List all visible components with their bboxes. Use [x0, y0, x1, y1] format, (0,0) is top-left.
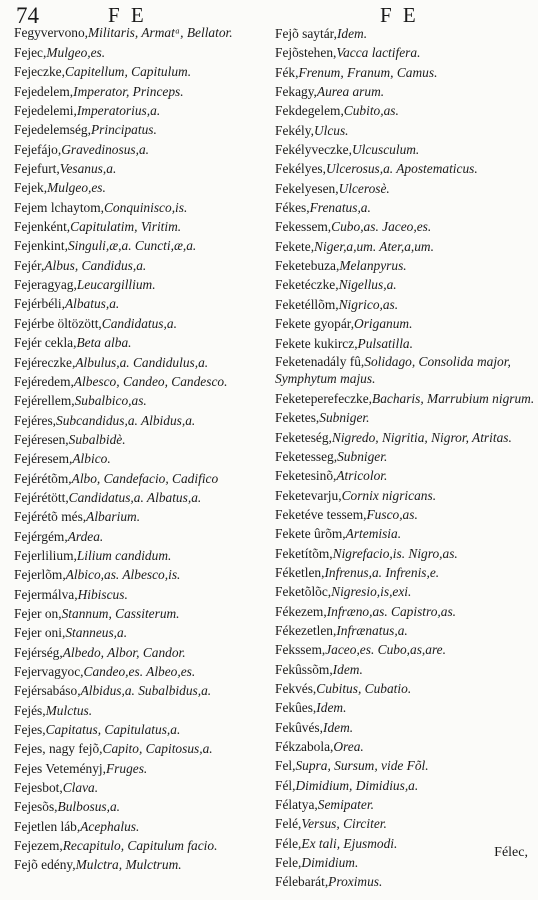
- entry-headword: Fekete gyopár,: [275, 316, 355, 332]
- entry-headword: Fejefájo,: [14, 141, 62, 157]
- entry-latin-gloss: Artemisia.: [345, 526, 402, 542]
- entry-headword: Fekély,: [275, 122, 314, 138]
- dictionary-entry: [14, 739, 266, 758]
- dictionary-entry: [14, 701, 266, 720]
- dictionary-entry: [14, 333, 266, 352]
- dictionary-entry: [14, 643, 266, 662]
- entry-latin-gloss: Cubo,as. Jaceo,es.: [331, 219, 432, 235]
- entry-headword: Fékes,: [275, 200, 310, 216]
- dictionary-entry: [275, 660, 537, 679]
- entry-latin-gloss: Vacca lactifera.: [336, 45, 421, 61]
- entry-headword: Fel,: [275, 758, 296, 774]
- entry-latin-gloss: Stannum, Cassiterum.: [61, 605, 180, 621]
- dictionary-entry: [14, 411, 266, 430]
- entry-latin-gloss: Nigresio,is,exi.: [331, 584, 412, 600]
- entry-latin-gloss: Albus, Candidus,a.: [44, 257, 147, 273]
- page-number: 74: [16, 3, 39, 28]
- dictionary-entry: [14, 82, 266, 101]
- dictionary-entry: [275, 159, 537, 178]
- entry-headword: Fejõ edény,: [14, 857, 76, 873]
- dictionary-entry: [275, 275, 537, 294]
- dictionary-entry: [275, 814, 537, 833]
- entry-latin-gloss: Aurea arum.: [316, 84, 385, 100]
- dictionary-entry: [275, 756, 537, 775]
- entry-latin-gloss: Semipater.: [317, 797, 374, 813]
- entry-headword: Fejéresen,: [14, 431, 69, 447]
- dictionary-entry: [14, 488, 266, 507]
- entry-headword: Fekdegelem,: [275, 103, 344, 119]
- entry-headword: Félebarát,: [275, 874, 329, 890]
- entry-headword: Fejeczke,: [14, 64, 65, 80]
- entry-latin-gloss: Ulcusculum.: [351, 142, 420, 158]
- entry-headword: Feketebuza,: [275, 258, 340, 274]
- dictionary-entry: [14, 507, 266, 526]
- entry-latin-gloss: Versus, Circiter.: [301, 816, 387, 832]
- entry-headword: Feketesinõ,: [275, 468, 337, 484]
- dictionary-entry: [14, 449, 266, 468]
- entry-headword: Feketevarju,: [275, 487, 342, 503]
- dictionary-entry: [14, 353, 266, 372]
- entry-headword: Fele,: [275, 855, 302, 871]
- dictionary-entry: [275, 140, 537, 159]
- dictionary-entry: [275, 718, 537, 737]
- entry-latin-gloss: Atricolor.: [336, 468, 388, 484]
- entry-latin-gloss: Jaceo,es. Cubo,as,are.: [325, 642, 446, 658]
- entry-headword: Fejedelemi,: [14, 103, 77, 119]
- entry-headword: Fejedelem,: [14, 83, 74, 99]
- entry-headword: Fejérétõ més,: [14, 509, 87, 525]
- dictionary-entry: [275, 353, 537, 389]
- dictionary-entry: [275, 63, 537, 82]
- dictionary-entry: [14, 275, 266, 294]
- entry-latin-gloss: Subalbico,as.: [74, 393, 147, 409]
- entry-headword: Fejérbéli,: [14, 296, 65, 312]
- entry-headword: Fekûssõm,: [275, 661, 333, 677]
- dictionary-entry: [14, 178, 266, 197]
- entry-latin-gloss: Lilium candidum.: [76, 547, 172, 563]
- dictionary-entry: [275, 334, 537, 353]
- entry-headword: Fejér cekla,: [14, 335, 77, 351]
- entry-headword: Fekélyes,: [275, 161, 326, 177]
- dictionary-entry: [14, 140, 266, 159]
- entry-latin-gloss: Leucargillium.: [76, 277, 156, 293]
- entry-latin-gloss: Infrænatus,a.: [336, 622, 408, 638]
- dictionary-entry: [275, 563, 537, 582]
- entry-headword: Fejérétõm,: [14, 470, 72, 486]
- entry-latin-gloss: Capitellum, Capitulum.: [64, 64, 192, 80]
- left-column: [14, 24, 266, 875]
- entry-latin-gloss: Bulbosus,a.: [57, 799, 121, 815]
- entry-headword: Feketéllõm,: [275, 296, 339, 312]
- entry-headword: Fejés,: [14, 702, 46, 718]
- entry-headword: Feketéczke,: [275, 277, 339, 293]
- running-head-right: F E: [380, 3, 419, 27]
- entry-latin-gloss: Fruges.: [105, 760, 148, 776]
- entry-headword: Feketesseg,: [275, 448, 338, 464]
- entry-headword: Fékezem,: [275, 603, 327, 619]
- entry-headword: Feketenadály fû,: [275, 353, 365, 369]
- entry-latin-gloss: Cubito,as.: [343, 103, 399, 119]
- dictionary-entry: [275, 602, 537, 621]
- entry-latin-gloss: Albatus,a.: [64, 296, 120, 312]
- entry-headword: Fekûes,: [275, 700, 317, 716]
- entry-headword: Fejéreczke,: [14, 354, 76, 370]
- dictionary-entry: [14, 24, 266, 43]
- entry-latin-gloss: Candidatus,a.: [101, 315, 177, 331]
- entry-headword: Fél,: [275, 777, 296, 793]
- dictionary-entry: [275, 24, 537, 43]
- entry-latin-gloss: Mulgeo,es.: [47, 180, 106, 196]
- entry-latin-gloss: Imperatorius,a.: [76, 103, 161, 119]
- dictionary-entry: [275, 505, 537, 524]
- dictionary-entry: [14, 372, 266, 391]
- entry-latin-gloss: Hibiscus.: [77, 586, 128, 602]
- entry-headword: Fejõ saytár,: [275, 26, 337, 41]
- dictionary-entry: [14, 120, 266, 139]
- entry-latin-gloss: Nigrico,as.: [338, 296, 399, 312]
- entry-headword: Fejeragyag,: [14, 277, 77, 293]
- entry-latin-gloss: Subniger.: [337, 448, 388, 464]
- entry-headword: Fék,: [275, 64, 299, 80]
- entry-headword: Fejõstehen,: [275, 45, 337, 61]
- dictionary-entry: [275, 237, 537, 256]
- entry-latin-gloss: Capitatus, Capitulatus,a.: [45, 722, 181, 738]
- entry-headword: Feketõlõc,: [275, 584, 332, 600]
- entry-latin-gloss: Albulus,a. Candidulus,a.: [75, 354, 209, 370]
- entry-headword: Fejenként,: [14, 219, 71, 235]
- dictionary-entry: [275, 486, 537, 505]
- entry-latin-gloss: Ulcus.: [313, 122, 349, 138]
- entry-headword: Fejéres,: [14, 412, 57, 428]
- dictionary-entry: [14, 681, 266, 700]
- entry-latin-gloss: Nigellus,a.: [338, 277, 397, 293]
- entry-headword: Feketes,: [275, 410, 320, 426]
- entry-latin-gloss: Fusco,as.: [366, 506, 418, 522]
- entry-latin-gloss: Stanneus,a.: [65, 625, 128, 641]
- entry-latin-gloss: Albo, Candefacio, Cadifico: [71, 470, 219, 486]
- dictionary-entry: [14, 797, 266, 816]
- entry-headword: Fekessem,: [275, 219, 332, 235]
- dictionary-entry: [14, 469, 266, 488]
- dictionary-entry: [14, 294, 266, 313]
- dictionary-entry: [275, 101, 537, 120]
- entry-headword: Fejenkint,: [14, 238, 68, 254]
- entry-headword: Fejérbe öltözött,: [14, 315, 102, 331]
- dictionary-entry: [14, 623, 266, 642]
- entry-headword: Fékezetlen,: [275, 622, 337, 638]
- dictionary-entry: [275, 872, 537, 891]
- dictionary-entry: [14, 778, 266, 797]
- entry-headword: Fejek,: [14, 180, 48, 196]
- right-column: [275, 24, 537, 892]
- dictionary-entry: [14, 256, 266, 275]
- entry-latin-gloss: Ulcerosè.: [338, 180, 390, 196]
- entry-headword: Feketeség,: [275, 429, 332, 445]
- dictionary-entry: [275, 795, 537, 814]
- entry-headword: Fekete kukircz,: [275, 335, 358, 351]
- entry-latin-gloss: Niger,a,um. Ater,a,um.: [314, 238, 434, 254]
- dictionary-entry: [275, 640, 537, 659]
- entry-latin-gloss: Albarium.: [86, 509, 141, 525]
- entry-latin-gloss: Subniger.: [319, 410, 370, 426]
- entry-latin-gloss: Ulcerosus,a. Apostematicus.: [325, 161, 478, 177]
- dictionary-entry: [14, 217, 266, 236]
- dictionary-entry: [275, 256, 537, 275]
- entry-latin-gloss: Nigredo, Nigritia, Nigror, Atritas.: [331, 429, 512, 445]
- entry-headword: Fejérétött,: [14, 489, 69, 505]
- dictionary-entry: [14, 585, 266, 604]
- entry-headword: Fejérgém,: [14, 528, 68, 544]
- entry-latin-gloss: Ex tali, Ejusmodi.: [301, 835, 398, 851]
- entry-latin-gloss: Gravedinosus,a.: [61, 141, 150, 157]
- entry-latin-gloss: Albico.: [72, 451, 111, 467]
- dictionary-entry: [14, 391, 266, 410]
- entry-latin-gloss: Mulctus.: [45, 702, 93, 718]
- dictionary-entry: [14, 159, 266, 178]
- dictionary-entry: [275, 776, 537, 795]
- entry-latin-gloss: Beta alba.: [76, 335, 132, 351]
- dictionary-entry: [275, 524, 537, 543]
- entry-latin-gloss: Cornix nigricans.: [341, 487, 437, 503]
- entry-latin-gloss: Mulctra, Mulctrum.: [75, 857, 182, 873]
- entry-latin-gloss: Origanum.: [354, 316, 413, 332]
- dictionary-entry: [275, 447, 537, 466]
- dictionary-entry: [14, 527, 266, 546]
- entry-latin-gloss: Acephalus.: [80, 818, 140, 834]
- entry-headword: Fejerlilium,: [14, 547, 77, 563]
- entry-headword: Fejéresem,: [14, 451, 73, 467]
- entry-headword: Fejérsabáso,: [14, 683, 81, 699]
- dictionary-entry: [275, 698, 537, 717]
- entry-latin-gloss: Conquinisco,is.: [104, 199, 188, 215]
- entry-headword: Fekelyesen,: [275, 180, 339, 196]
- entry-headword: Félatya,: [275, 797, 318, 813]
- dictionary-entry: [275, 121, 537, 140]
- dictionary-entry: [275, 43, 537, 62]
- entry-headword: Fejer on,: [14, 605, 62, 621]
- entry-headword: Fejér,: [14, 257, 45, 273]
- dictionary-entry: [14, 836, 266, 855]
- entry-headword: Fejefurt,: [14, 161, 60, 177]
- entry-latin-gloss: Dimidium.: [301, 855, 359, 871]
- entry-latin-gloss: Mulgeo,es.: [46, 45, 106, 60]
- entry-latin-gloss: Melanpyrus.: [339, 258, 407, 274]
- running-head-left: F E: [108, 3, 147, 27]
- entry-latin-gloss: Albedo, Albor, Candor.: [62, 644, 186, 660]
- entry-headword: Fekete,: [275, 238, 315, 254]
- dictionary-entry: [14, 546, 266, 565]
- dictionary-entry: [14, 759, 266, 778]
- entry-headword: Fejesbot,: [14, 780, 63, 796]
- dictionary-entry: [14, 314, 266, 333]
- dictionary-entry: [275, 179, 537, 198]
- entry-latin-gloss: Capito, Capitosus,a.: [102, 741, 213, 757]
- entry-headword: Fekélyveczke,: [275, 142, 352, 158]
- entry-latin-gloss: Subalbidè.: [68, 431, 126, 447]
- entry-latin-gloss: Vesanus,a.: [59, 161, 117, 177]
- entry-headword: Fejesõs,: [14, 799, 58, 815]
- entry-latin-gloss: Cubitus, Cubatio.: [316, 681, 412, 696]
- entry-headword: Fejec,: [14, 45, 47, 60]
- dictionary-entry: [14, 662, 266, 681]
- dictionary-entry: [275, 428, 537, 447]
- entry-headword: Fekûvés,: [275, 719, 323, 735]
- entry-headword: Fejérség,: [14, 644, 63, 660]
- entry-headword: Fejes, nagy fejõ,: [14, 741, 103, 757]
- dictionary-entry: [275, 582, 537, 601]
- entry-headword: Fejerlõm,: [14, 567, 66, 583]
- dictionary-entry: [14, 720, 266, 739]
- entry-headword: Fejedelemség,: [14, 122, 91, 138]
- entry-latin-gloss: Proximus.: [328, 874, 383, 890]
- dictionary-entry: [275, 82, 537, 101]
- entry-latin-gloss: Recapitulo, Capitulum facio.: [62, 838, 218, 854]
- entry-latin-gloss: Supra, Sursum, vide Fõl.: [295, 758, 429, 774]
- entry-headword: Féketlen,: [275, 564, 325, 580]
- entry-headword: Fejetlen láb,: [14, 818, 81, 834]
- entry-headword: Fekete ûrõm,: [275, 526, 346, 542]
- dictionary-entry: [275, 737, 537, 756]
- entry-latin-gloss: Subcandidus,a. Albidus,a.: [56, 412, 196, 428]
- entry-latin-gloss: Nigrefacio,is. Nigro,as.: [332, 545, 458, 561]
- entry-latin-gloss: Orea.: [333, 739, 364, 755]
- entry-headword: Fejem lchaytom,: [14, 199, 104, 215]
- entry-latin-gloss: Infrenus,a. Infrenis,e.: [324, 564, 440, 580]
- dictionary-entry: [275, 466, 537, 485]
- dictionary-entry: [14, 855, 266, 874]
- entry-latin-gloss: Idem.: [316, 700, 347, 716]
- entry-latin-gloss: Idem.: [322, 719, 354, 735]
- entry-latin-gloss: Frenatus,a.: [309, 200, 371, 216]
- dictionary-entry: [14, 62, 266, 81]
- entry-latin-gloss: Solidago, Consolida major, Symphytum majus.: [275, 353, 511, 386]
- dictionary-entry: [14, 604, 266, 623]
- entry-latin-gloss: Idem.: [332, 661, 363, 677]
- dictionary-entry: [275, 198, 537, 217]
- entry-headword: Feketítõm,: [275, 545, 333, 561]
- entry-headword: Féle,: [275, 835, 302, 851]
- entry-headword: Fejérellem,: [14, 393, 75, 409]
- dictionary-entry: [275, 295, 537, 314]
- entry-headword: Fekssem,: [275, 642, 326, 658]
- dictionary-entry: [14, 817, 266, 836]
- entry-latin-gloss: Albidus,a. Subalbidus,a.: [80, 683, 212, 699]
- entry-latin-gloss: Albico,as. Albesco,is.: [65, 567, 181, 583]
- entry-latin-gloss: Frenum, Franum, Camus.: [298, 64, 438, 80]
- dictionary-entry: [275, 314, 537, 333]
- entry-headword: Fejervagyoc,: [14, 664, 84, 679]
- dictionary-entry: [14, 43, 266, 62]
- entry-latin-gloss: Dimidium, Dimidius,a.: [295, 777, 419, 793]
- dictionary-entry: [14, 198, 266, 217]
- dictionary-entry: [275, 544, 537, 563]
- entry-latin-gloss: Infræno,as. Capistro,as.: [326, 603, 457, 619]
- entry-latin-gloss: Pulsatilla.: [357, 335, 413, 351]
- dictionary-entry: [275, 679, 537, 698]
- entry-headword: Feketéve tessem,: [275, 506, 367, 522]
- entry-latin-gloss: Militaris, Armatᵃ, Bellator.: [88, 25, 233, 40]
- entry-latin-gloss: Candeo,es. Albeo,es.: [83, 664, 196, 679]
- entry-headword: Fejes,: [14, 722, 46, 738]
- entry-headword: Felé,: [275, 816, 302, 832]
- entry-latin-gloss: Ardea.: [67, 528, 104, 544]
- entry-latin-gloss: Clava.: [62, 780, 99, 796]
- entry-headword: Fejes Veteményj,: [14, 760, 106, 776]
- entry-latin-gloss: Imperator, Princeps.: [73, 83, 184, 99]
- dictionary-entry: [14, 565, 266, 584]
- entry-headword: Fekvés,: [275, 681, 317, 696]
- entry-latin-gloss: Candidatus,a. Albatus,a.: [68, 489, 202, 505]
- dictionary-entry: [275, 217, 537, 236]
- dictionary-entry: [275, 408, 537, 427]
- dictionary-entry: [14, 430, 266, 449]
- entry-headword: Fejezem,: [14, 838, 63, 854]
- entry-latin-gloss: Singuli,æ,a. Cuncti,æ,a.: [67, 238, 197, 254]
- entry-headword: Fejermálva,: [14, 586, 78, 602]
- entry-headword: Fegyvervono,: [14, 25, 89, 40]
- entry-latin-gloss: Bacharis, Marrubium nigrum.: [372, 390, 535, 406]
- dictionary-entry: [14, 236, 266, 255]
- entry-headword: Fejéredem,: [14, 373, 74, 389]
- dictionary-entry: [275, 389, 537, 408]
- entry-headword: Fekagy,: [275, 84, 317, 100]
- entry-headword: Fejer oni,: [14, 625, 66, 641]
- entry-latin-gloss: Principatus.: [90, 122, 157, 138]
- entry-latin-gloss: Albesco, Candeo, Candesco.: [73, 373, 228, 389]
- dictionary-entry: [275, 621, 537, 640]
- catchword: Félec,: [494, 845, 528, 860]
- dictionary-entry: [14, 101, 266, 120]
- entry-latin-gloss: Capitulatim, Viritim.: [70, 219, 182, 235]
- entry-headword: Feketeperefeczke,: [275, 390, 373, 406]
- entry-headword: Fékzabola,: [275, 739, 334, 755]
- entry-latin-gloss: Idem.: [336, 26, 368, 41]
